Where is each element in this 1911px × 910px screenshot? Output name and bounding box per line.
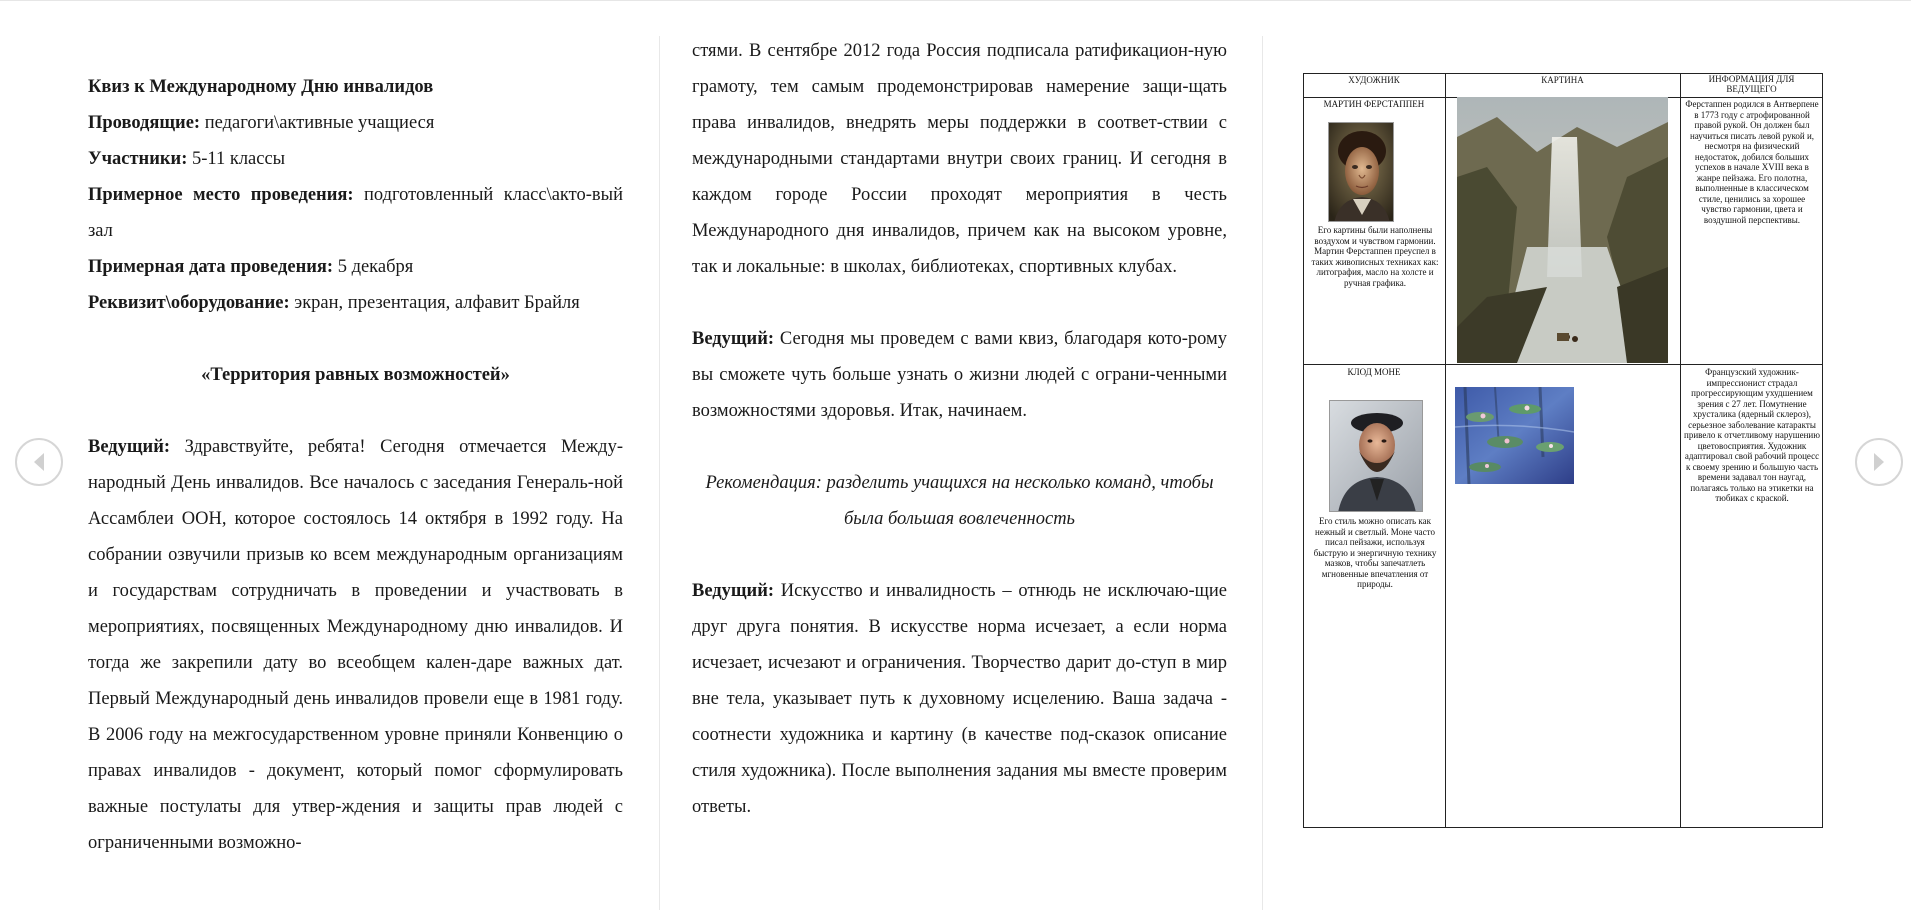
waterfall-landscape-painting bbox=[1457, 97, 1668, 363]
artist-info-text: Французский художник-импрессионист страдал прогрессирующим ухудшением зрения с 27 лет. Помутнение хрусталика (ядерный склероз), серьезное заболевание катаракты привело к отчетливому нарушению цветовосприятия. Художник адаптировал свой рабочий процесс к своему зрению и большую часть времени задавал тон наугад, полагаясь только на этикетки на тюбиках с краской. bbox=[1684, 367, 1820, 503]
chevron-right-icon bbox=[1870, 451, 1888, 473]
column-header-artist: ХУДОЖНИК bbox=[1348, 75, 1400, 85]
column-header-painting: КАРТИНА bbox=[1541, 75, 1584, 85]
document-page-1 bbox=[88, 69, 623, 861]
paragraph-continuation: стями. В сентябре 2012 года Россия подписала ратификацион-ную грамоту, тем самым продемонстрировав намерение защи-щать права инвалидов, внедрять меры поддержки в соответ-ствии с международными стандартами внутри своих границ. И сегодня в каждом городе России проходят мероприятия в честь Международного дня инвалидов, причем как на высоком уровне, так и локальные: в школах, библиотеках, спортивных клубах. bbox=[692, 41, 1227, 277]
document-page-3 bbox=[1303, 73, 1823, 828]
monet-portrait bbox=[1329, 400, 1423, 512]
top-border bbox=[0, 0, 1911, 1]
artist-name: МАРТИН ФЕРСТАППЕН bbox=[1323, 99, 1425, 109]
lead-paragraph-2: Ведущий: Сегодня мы проведем с вами квиз, благодаря кото-рому вы сможете чуть больше узнать о жизни людей с ограни-ченными возможностями здоровья. Итак, начинаем. bbox=[692, 329, 1227, 421]
artist-name: КЛОД МОНЕ bbox=[1347, 367, 1401, 377]
date-line: Примерная дата проведения: 5 декабря bbox=[88, 257, 414, 277]
page-divider bbox=[659, 36, 660, 910]
document-page-2 bbox=[692, 33, 1227, 825]
section-subtitle: «Территория равных возможностей» bbox=[201, 365, 510, 385]
document-title: Квиз к Международному Дню инвалидов bbox=[88, 77, 434, 97]
place-line: Примерное место проведения: подготовленный класс\акто-вый зал bbox=[88, 185, 623, 241]
water-lilies-painting bbox=[1455, 387, 1574, 484]
next-page-button[interactable] bbox=[1855, 438, 1903, 486]
recommendation-note: Рекомендация: разделить учащихся на несколько команд, чтобы была большая вовлеченность bbox=[705, 473, 1214, 529]
column-header-info: ИНФОРМАЦИЯ ДЛЯ ВЕДУЩЕГО bbox=[1708, 74, 1795, 94]
lead-paragraph-1: Ведущий: Здравствуйте, ребята! Сегодня отмечается Между-народный День инвалидов. Все началось с заседания Генераль-ной Ассамблеи ООН, которое состоялось 14 октября в 1992 году. На собрании озвучили призыв ко всем международным организациям и государствам сотрудничать в проведении и участвовать в мероприятиях, посвященных Международному дню инвалидов. И тогда же закрепили дату во всеобщем кален-даре важных дат. Первый Международный день инвалидов провели еще в 1981 году. В 2006 году на межгосударственном уровне приняли Конвенцию о правах инвалидов - документ, который помог сформулировать важные постулаты для утвер-ждения и защиты прав людей с ограниченными возможно- bbox=[88, 437, 623, 853]
artist-style-description: Его картины были наполнены воздухом и чувством гармонии. Мартин Ферстаппен преуспел в таких живописных техниках как: литография, масло на холсте и ручная графика. bbox=[1311, 225, 1439, 288]
props-line: Реквизит\оборудование: экран, презентация, алфавит Брайля bbox=[88, 293, 580, 313]
artist-style-description: Его стиль можно описать как нежный и светлый. Моне часто писал пейзажи, используя быструю и энергичную технику мазков, чтобы запечатлеть мгновенные впечатления от природы. bbox=[1313, 516, 1437, 589]
chevron-left-icon bbox=[30, 451, 48, 473]
hosts-line: Проводящие: педагоги\активные учащиеся bbox=[88, 113, 435, 133]
page-divider bbox=[1262, 36, 1263, 910]
verstappen-portrait bbox=[1328, 122, 1394, 222]
prev-page-button[interactable] bbox=[15, 438, 63, 486]
artist-info-text: Ферстаппен родился в Антверпене в 1773 году с атрофированной правой рукой. Он должен был научиться писать левой рукой и, несмотря на физический недостаток, добился больших успехов в начале XVIII века в жанре пейзажа. Его полотна, выполненные в классическом стиле, ценились за хорошее чувство гармонии, цвета и воздушной перспективы. bbox=[1685, 99, 1819, 225]
lead-paragraph-3: Ведущий: Искусство и инвалидность – отнюдь не исключаю-щие друг друга понятия. В искусстве норма исчезает, а если норма исчезает, исчезают и ограничения. Творчество дарит до-ступ в мир вне тела, указывает путь к духовному исцелению. Ваша задача - соотнести художника и картину (в качестве под-сказок описание стиля художника). После выполнения задания мы вместе проверим ответы. bbox=[692, 581, 1227, 817]
participants-line: Участники: 5-11 классы bbox=[88, 149, 286, 169]
